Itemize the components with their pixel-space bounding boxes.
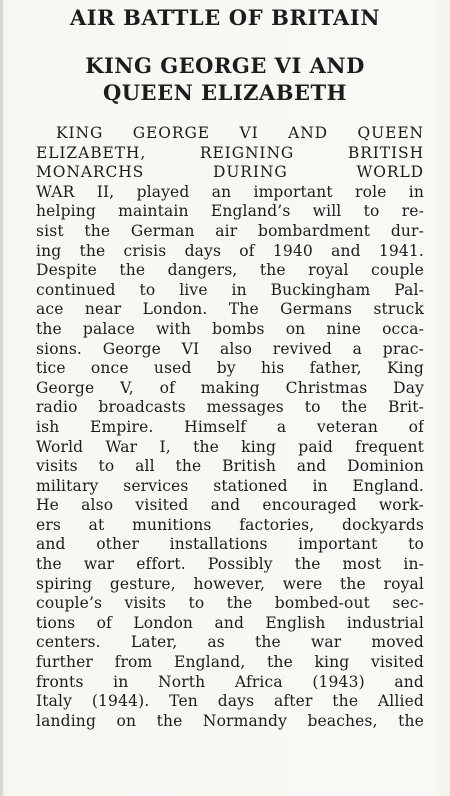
body-line: radio broadcasts messages to the Brit- [36,398,424,417]
page-edge [0,0,3,796]
article-body [36,124,424,731]
body-line: spiring gesture, however, were the royal [36,574,424,593]
body-line: George V, of making Christmas Day [36,378,424,397]
body-line: ace near London. The Germans struck [36,300,424,319]
body-line: military services stationed in England. [36,476,424,495]
body-line: sions. George VI also revived a prac- [36,339,424,358]
title-line: QUEEN ELIZABETH [102,80,348,105]
body-line: sist the German air bombardment dur- [36,221,424,240]
body-line: further from England, the king visited [36,653,424,672]
body-line: ing the crisis days of 1940 and 1941. [36,241,424,260]
body-line: centers. Later, as the war moved [36,633,424,652]
article-title [0,52,450,106]
title-line: KING GEORGE VI AND [85,53,365,78]
body-line: fronts in North Africa (1943) and [36,672,424,691]
body-line: Italy (1944). Ten days after the Allied [36,692,424,711]
body-line: helping maintain England’s will to re- [36,202,424,221]
body-line: the war effort. Possibly the most in- [36,555,424,574]
body-line: MONARCHS DURING WORLD [36,163,424,182]
body-line: WAR II, played an important role in [36,182,424,201]
body-line: tice once used by his father, King [36,359,424,378]
body-line: visits to all the British and Dominion [36,457,424,476]
body-line: landing on the Normandy beaches, the [36,711,424,730]
body-line: ers at munitions factories, dockyards [36,515,424,534]
body-line: Despite the dangers, the royal couple [36,261,424,280]
body-line: KING GEORGE VI AND QUEEN [56,124,424,142]
body-line: He also visited and encouraged work- [36,496,424,515]
body-line: ish Empire. Himself a veteran of [36,417,424,436]
body-line: the palace with bombs on nine occa- [36,319,424,338]
body-line: ELIZABETH, REIGNING BRITISH [36,143,424,162]
body-line: and other installations important to [36,535,424,554]
body-line: couple’s visits to the bombed-out sec- [36,594,424,613]
section-heading: AIR BATTLE OF BRITAIN [69,5,381,30]
body-line: continued to live in Buckingham Pal- [36,280,424,299]
body-line: tions of London and English industrial [36,613,424,632]
body-line: World War I, the king paid frequent [36,437,424,456]
